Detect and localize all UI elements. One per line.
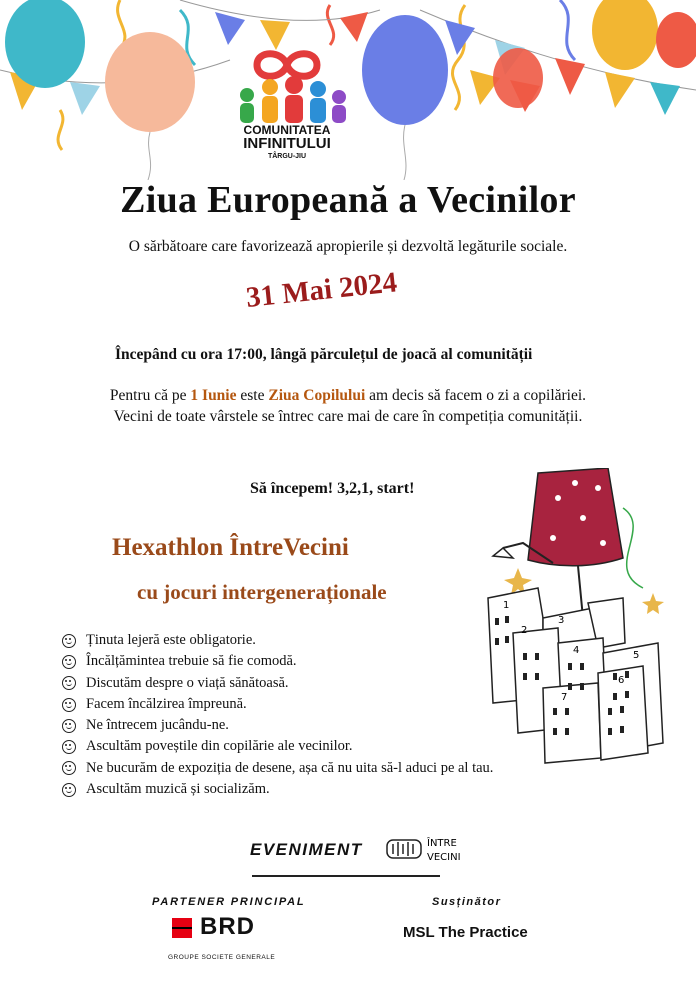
list-item: Ascultăm poveștile din copilărie ale vecinilor. bbox=[62, 736, 493, 757]
children-day-date: 1 Iunie bbox=[190, 387, 237, 404]
hopscotch-number: 3 bbox=[558, 615, 565, 626]
list-item: Ținuta lejeră este obligatorie. bbox=[62, 630, 493, 651]
intro-line-1: Pentru că pe 1 Iunie este Ziua Copilului am decis să facem o zi a copilăriei. bbox=[109, 387, 587, 404]
list-item: Ne bucurăm de expoziția de desene, așa că nu uita să-l aduci pe al tau. bbox=[62, 758, 493, 779]
brd-logo-icon bbox=[172, 918, 192, 938]
intro-line-2: Vecini de toate vârstele se întrec care mai de care în competiția comunității. bbox=[113, 408, 583, 425]
brd-logo-text: BRD bbox=[200, 913, 255, 940]
hopscotch-number: 5 bbox=[633, 650, 640, 661]
smiley-icon bbox=[62, 783, 76, 797]
page-title: Ziua Europeană a Vecinilor bbox=[120, 179, 576, 221]
subtitle: O sărbătoare care favorizează apropierile și dezvoltă legăturile sociale. bbox=[128, 238, 568, 255]
partner-label: PARTENER PRINCIPAL bbox=[152, 896, 306, 908]
children-day-name: Ziua Copilului bbox=[268, 387, 366, 404]
smiley-icon bbox=[62, 761, 76, 775]
smiley-icon bbox=[62, 634, 76, 648]
event-time-location: Începând cu ora 17:00, lângă părculețul de joacă al comunității bbox=[115, 346, 533, 363]
event-label: EVENIMENT bbox=[250, 840, 363, 859]
intro-paragraph bbox=[0, 385, 696, 427]
brd-logo-subtitle: GROUPE SOCIETE GENERALE bbox=[168, 954, 276, 961]
logo-text-line3: TÂRGU-JIU bbox=[267, 153, 307, 160]
hexathlon-subtitle: cu jocuri intergeneraționale bbox=[137, 580, 387, 604]
hopscotch-number: 2 bbox=[521, 625, 528, 636]
rules-list bbox=[62, 630, 493, 800]
hopscotch-number: 4 bbox=[573, 645, 580, 656]
intre-vecini-logo bbox=[385, 830, 465, 870]
logo-text-line2: INFINITULUI bbox=[243, 135, 331, 152]
hopscotch-number: 7 bbox=[561, 692, 568, 703]
logo-text-line1: COMUNITATEA bbox=[243, 123, 331, 137]
intre-vecini-line2: VECINI bbox=[427, 852, 461, 863]
smiley-icon bbox=[62, 698, 76, 712]
event-date: 31 Mai 2024 bbox=[244, 266, 399, 315]
intre-vecini-line1: ÎNTRE bbox=[427, 838, 457, 849]
list-item: Discutăm despre o viață sănătoasă. bbox=[62, 673, 493, 694]
hopscotch-illustration bbox=[483, 468, 683, 768]
list-item: Ne întrecem jucându-ne. bbox=[62, 715, 493, 736]
list-item: Încălțămintea trebuie să fie comodă. bbox=[62, 651, 493, 672]
infinity-people-icon bbox=[212, 45, 362, 135]
smiley-icon bbox=[62, 719, 76, 733]
hopscotch-number: 6 bbox=[618, 675, 625, 686]
list-item: Facem încălzirea împreună. bbox=[62, 694, 493, 715]
footer-divider bbox=[252, 875, 440, 877]
smiley-icon bbox=[62, 676, 76, 690]
smiley-icon bbox=[62, 655, 76, 669]
list-item: Ascultăm muzică și socializăm. bbox=[62, 779, 493, 800]
smiley-icon bbox=[62, 740, 76, 754]
start-line: Să începem! 3,2,1, start! bbox=[250, 480, 415, 497]
hexathlon-title: Hexathlon ÎntreVecini bbox=[112, 534, 349, 561]
supporter-label: Susținător bbox=[432, 896, 502, 908]
hopscotch-number: 1 bbox=[503, 600, 510, 611]
supporter-name: MSL The Practice bbox=[403, 924, 528, 941]
community-logo bbox=[212, 45, 362, 165]
